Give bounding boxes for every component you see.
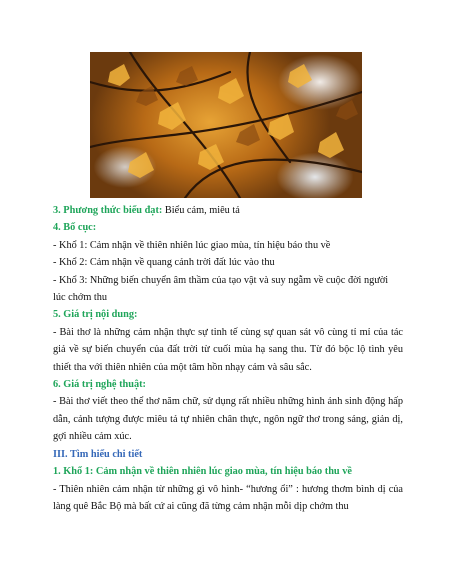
autumn-leaves-photo (90, 52, 362, 198)
method-paragraph (53, 202, 403, 219)
art-value-text: - Bài thơ viết theo thể thơ năm chữ, sử dụng rất nhiều những hình ảnh sinh động hấp dẫn, cảnh tượng được miêu tả tự nhiên chân thực, ngôn ngữ thơ trong sáng, giản dị, gợi nhiều cảm xúc. (53, 396, 403, 443)
detail-heading: III. Tìm hiểu chi tiết (53, 448, 143, 460)
layout-item: - Khổ 2: Cảm nhận về quang cảnh trời đất lúc vào thu (53, 257, 275, 269)
content-value-heading: 5. Giá trị nội dung: (53, 309, 138, 321)
method-heading: 3. Phương thức biểu đạt: (53, 205, 163, 216)
stanza1-heading: 1. Khổ 1: Cảm nhận về thiên nhiên lúc giao mùa, tín hiệu báo thu về (53, 466, 352, 478)
layout-heading: 4. Bố cục: (53, 222, 97, 234)
document-body (53, 202, 403, 515)
art-value-heading: 6. Giá trị nghệ thuật: (53, 379, 146, 391)
stanza1-text: - Thiên nhiên cảm nhận từ những gì vô hình- “hương ổi” : hương thơm bình dị của làng quê Bắc Bộ mà bất cứ ai cũng đã từng cảm nhận mỗi dịp chớm thu (53, 483, 403, 512)
layout-item: - Khổ 1: Cảm nhận về thiên nhiên lúc giao mùa, tín hiệu báo thu về (53, 239, 331, 251)
autumn-leaves-illustration (90, 52, 362, 198)
content-value-text: - Bài thơ là những cảm nhận thực sự tinh tế cùng sự quan sát vô cùng tỉ mỉ của tác giả về sự biến chuyển của đất trời từ cuối mùa hạ sang thu. Từ đó bộc lộ tình yêu thiết tha với thiên nhiên của một tâm hồn nhạy cảm và sâu sắc. (53, 326, 403, 373)
method-value: Biểu cảm, miêu tả (162, 205, 240, 216)
layout-item: - Khổ 3: Những biến chuyển âm thầm của tạo vật và suy ngẫm về cuộc đời người lúc chớm thu (53, 274, 389, 304)
